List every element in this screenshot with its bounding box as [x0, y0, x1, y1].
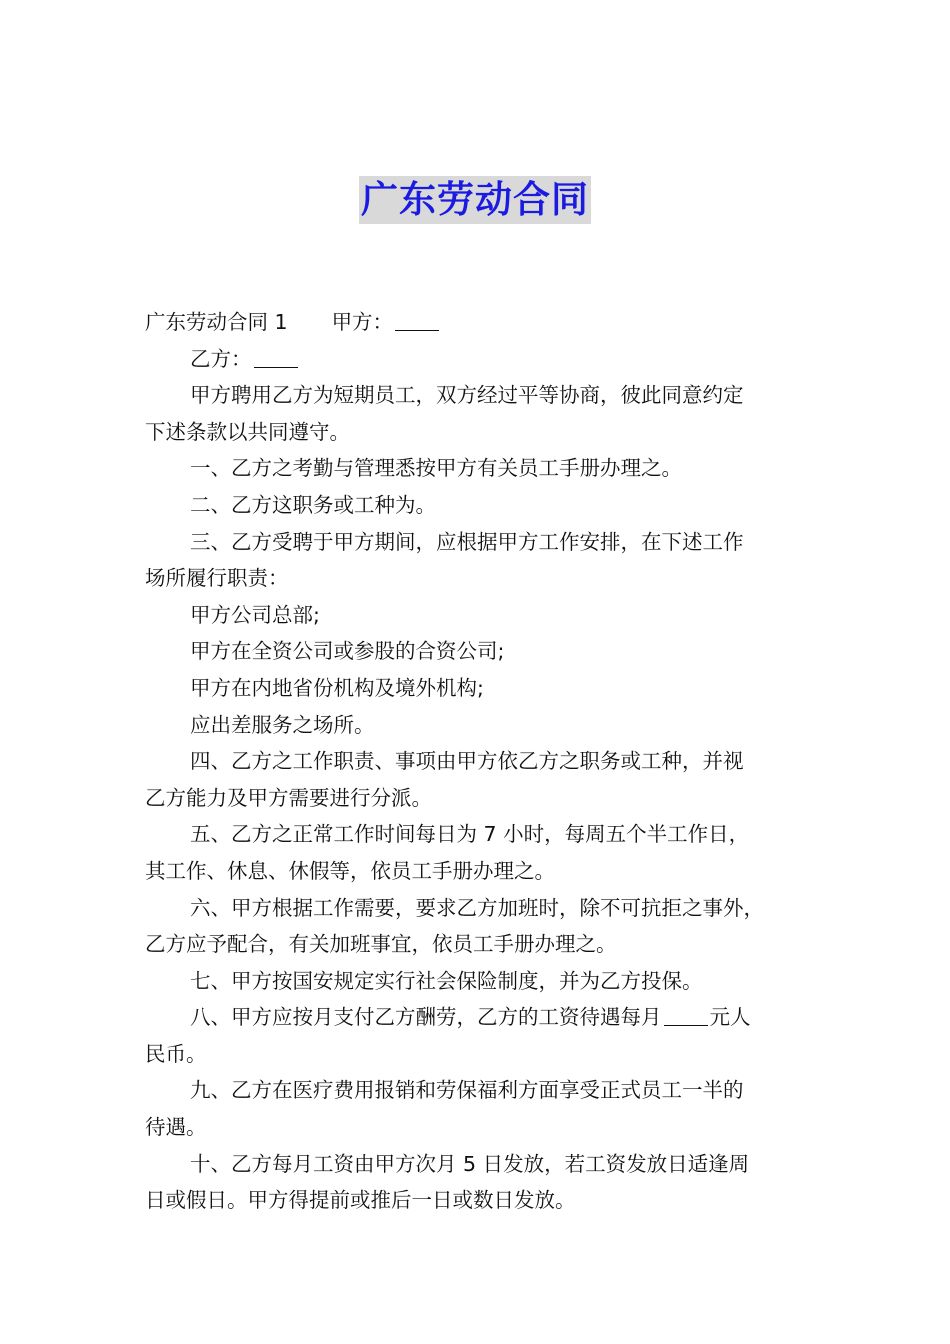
clause-8-unit: 元人 [709, 1005, 751, 1030]
clause-6: 六、甲方根据工作需要，要求乙方加班时，除不可抗拒之事外， [190, 895, 764, 920]
clause-8-cont: 民币。 [145, 1041, 207, 1066]
clause-2: 二、乙方这职务或工种为。 [190, 492, 436, 517]
clause-3-item: 甲方在全资公司或参股的合资公司; [190, 639, 505, 664]
clause-5: 五、乙方之正常工作时间每日为 7 小时，每周五个半工作日， [190, 822, 750, 847]
salary-blank [664, 1003, 708, 1026]
clause-8 [145, 999, 817, 1036]
clause-6-cont: 乙方应予配合，有关加班事宜，依员工手册办理之。 [145, 932, 617, 957]
party-a-label: 甲方： [331, 310, 394, 334]
document-title: 广东劳动合同 [359, 176, 591, 224]
clause-4-cont: 乙方能力及甲方需要进行分派。 [145, 785, 432, 810]
paragraph-line: 下述条款以共同遵守。 [145, 419, 350, 444]
clause-7: 七、甲方按国安规定实行社会保险制度，并为乙方投保。 [190, 968, 703, 993]
clause-3-item: 甲方公司总部; [190, 602, 320, 627]
clause-5-cont: 其工作、休息、休假等，依员工手册办理之。 [145, 858, 555, 883]
clause-10-cont: 日或假日。甲方得提前或推后一日或数日发放。 [145, 1188, 576, 1213]
clause-4: 四、乙方之工作职责、事项由甲方依乙方之职务或工种，并视 [190, 749, 744, 774]
party-a-blank [395, 308, 439, 331]
party-b-label: 乙方： [190, 346, 252, 371]
clause-9-cont: 待遇。 [145, 1115, 207, 1140]
contract-number: 广东劳动合同 1 [145, 310, 288, 334]
clause-3-item: 甲方在内地省份机构及境外机构; [190, 675, 484, 700]
party-b-line [145, 341, 817, 378]
clause-10: 十、乙方每月工资由甲方次月 5 日发放，若工资发放日适逢周 [190, 1151, 750, 1176]
clause-3: 三、乙方受聘于甲方期间，应根据甲方工作安排，在下述工作 [190, 529, 744, 554]
title-container [0, 176, 950, 224]
paragraph-line: 甲方聘用乙方为短期员工，双方经过平等协商，彼此同意约定 [190, 383, 744, 408]
clause-8-text: 八、甲方应按月支付乙方酬劳，乙方的工资待遇每月 [190, 1005, 662, 1030]
document-body [145, 304, 817, 1219]
party-b-blank [254, 345, 298, 368]
clause-9: 九、乙方在医疗费用报销和劳保福利方面享受正式员工一半的 [190, 1078, 744, 1103]
clause-3-cont: 场所履行职责： [145, 566, 289, 591]
clause-3-item: 应出差服务之场所。 [190, 712, 375, 737]
header-line [145, 304, 817, 341]
clause-1: 一、乙方之考勤与管理悉按甲方有关员工手册办理之。 [190, 456, 682, 481]
